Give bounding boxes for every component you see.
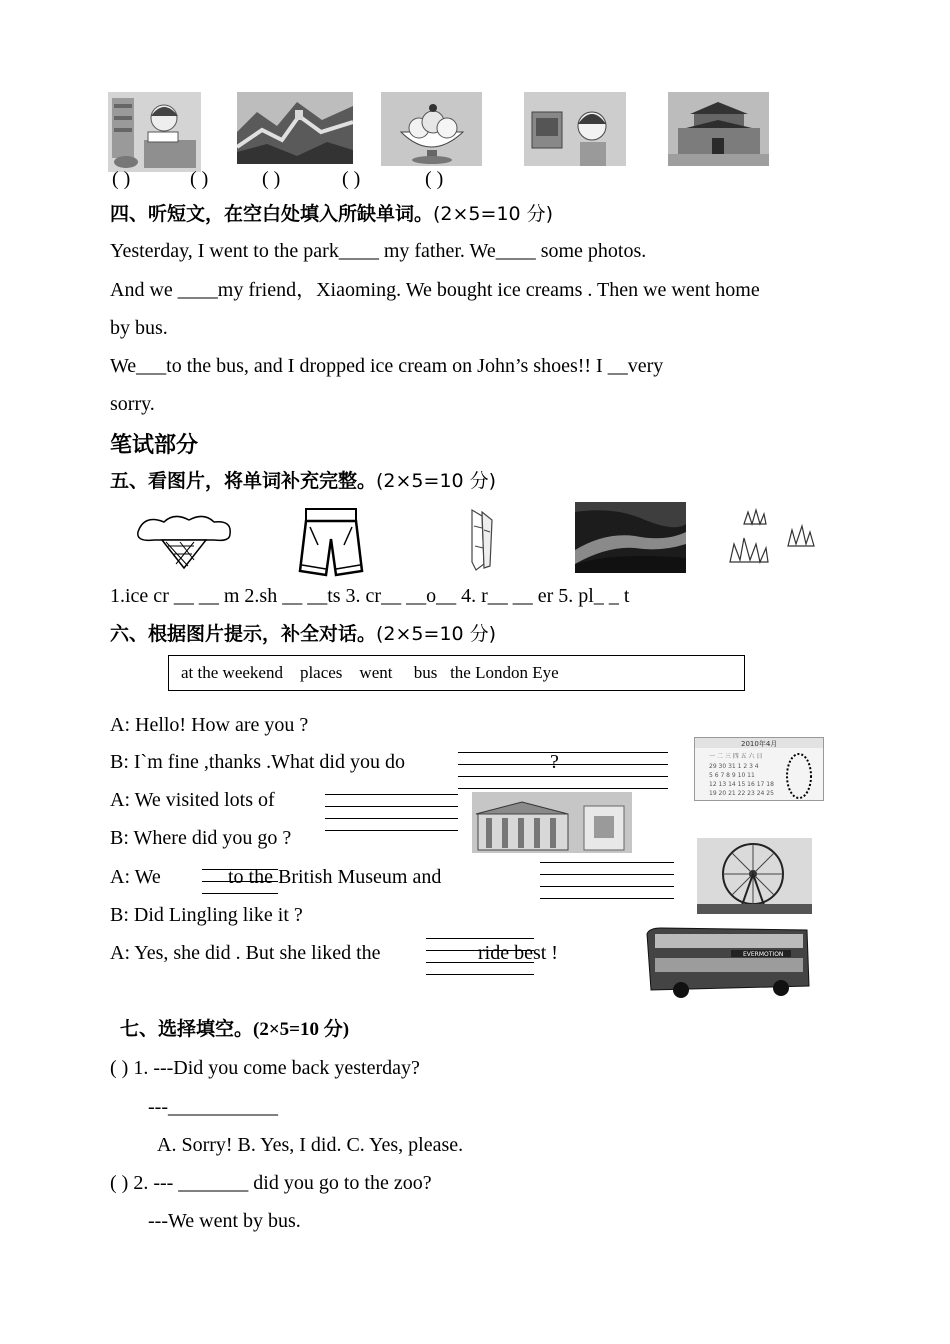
answer-paren-5[interactable]: ( ) — [425, 168, 444, 190]
dialogue-line-1: A: Hello! How are you ? — [110, 714, 309, 736]
picture-calendar — [694, 737, 824, 801]
girl-phone-icon — [524, 92, 626, 166]
dialogue-line-6: B: Did Lingling like it ? — [110, 904, 303, 926]
blank-line[interactable] — [426, 938, 534, 939]
word-bank-box: at the weekend places went bus the London Eye — [168, 655, 745, 691]
section4-title — [110, 202, 553, 226]
section5-title-text: 五、看图片，将单词补充完整。 — [110, 470, 377, 492]
crayons-icon — [464, 506, 498, 572]
blank-line[interactable] — [426, 974, 534, 975]
q1-text: ( ) 1. ---Did you come back yesterday? — [110, 1057, 420, 1079]
picture-tiananmen — [668, 92, 769, 166]
section7-score: (2×5=10 分) — [253, 1019, 350, 1040]
blank-line[interactable] — [325, 830, 458, 831]
picture-ice-cream-sundae — [381, 92, 482, 166]
q2-text: ( ) 2. --- _______ did you go to the zoo? — [110, 1172, 432, 1194]
blank-line[interactable] — [202, 893, 278, 894]
section6-score: (2×5=10 分) — [376, 623, 497, 645]
section4-line-5: sorry. — [110, 393, 155, 415]
svg-text:29 30 31 1 2 3 4: 29 30 31 1 2 3 4 — [709, 763, 759, 770]
girl-reading-icon — [108, 92, 201, 172]
q1-answer-blank[interactable]: ---___________ — [148, 1096, 278, 1118]
fill-british-museum: British Museum and — [278, 866, 442, 888]
section5-title — [110, 469, 496, 493]
blank-line[interactable] — [540, 862, 674, 863]
shorts-icon — [296, 505, 366, 577]
picture-shorts — [296, 505, 366, 577]
section6-title — [110, 622, 496, 646]
picture-girl-reading — [108, 92, 201, 172]
section5-items: 1.ice cr __ __ m 2.sh __ __ts 3. cr__ __o__ 4. r__ __ er 5. pl_ _ t — [110, 585, 630, 607]
picture-museum — [472, 792, 632, 853]
svg-text:12 13 14 15 16 17 18: 12 13 14 15 16 17 18 — [709, 781, 774, 788]
blank-line[interactable] — [540, 898, 674, 899]
svg-text:一 二 三 四 五 六 日: 一 二 三 四 五 六 日 — [709, 753, 763, 760]
museum-icon — [472, 792, 632, 853]
dialogue-line-3: A: We visited lots of — [110, 789, 275, 811]
blank-line[interactable] — [458, 752, 668, 753]
tiananmen-icon — [668, 92, 769, 166]
ferris-wheel-icon — [697, 838, 812, 914]
q2-answer: ---We went by bus. — [148, 1210, 301, 1232]
picture-ferris-wheel — [697, 838, 812, 914]
section5-score: (2×5=10 分) — [376, 470, 497, 492]
section4-line-1: Yesterday, I went to the park____ my father. We____ some photos. — [110, 240, 647, 262]
calendar-title: 2010年4月 — [741, 740, 778, 748]
blank-line[interactable] — [325, 818, 458, 819]
blank-line[interactable] — [540, 874, 674, 875]
blank-line[interactable] — [325, 794, 458, 795]
picture-ice-cream-cone — [134, 512, 234, 570]
fill-to-the: to the — [228, 866, 273, 888]
river-icon — [575, 502, 686, 573]
section4-title-text: 四、听短文，在空白处填入所缺单词。 — [110, 203, 434, 225]
section6-title-text: 六、根据图片提示，补全对话。 — [110, 623, 377, 645]
dialogue-line-4: B: Where did you go ? — [110, 827, 292, 849]
picture-double-decker-bus — [641, 924, 813, 1000]
written-part-heading: 笔试部分 — [110, 433, 199, 458]
section4-line-2: And we ____my friend，Xiaoming. We bought ice creams . Then we went home — [110, 279, 760, 301]
blank-line[interactable] — [458, 788, 668, 789]
calendar-icon — [695, 738, 823, 800]
double-decker-bus-icon — [641, 924, 813, 1000]
bus-brand: EVERMOTION — [743, 951, 784, 958]
ice-cream-cone-icon — [134, 512, 234, 570]
answer-paren-2[interactable]: ( ) — [190, 168, 209, 190]
picture-girl-phone — [524, 92, 626, 166]
section4-score: (2×5=10 分) — [433, 203, 554, 225]
blank-line[interactable] — [540, 886, 674, 887]
blank-line[interactable] — [458, 764, 668, 765]
picture-crayons — [464, 506, 498, 572]
plants-icon — [722, 508, 824, 568]
question-mark: ? — [550, 751, 559, 773]
picture-plants — [722, 508, 824, 568]
answer-paren-4[interactable]: ( ) — [342, 168, 361, 190]
section4-line-3: by bus. — [110, 317, 168, 339]
svg-text:5 6 7 8 9 10 11: 5 6 7 8 9 10 11 — [709, 772, 755, 779]
answer-paren-3[interactable]: ( ) — [262, 168, 281, 190]
section4-line-4: We___to the bus, and I dropped ice cream on John’s shoes!! I __very — [110, 355, 664, 377]
q1-options: A. Sorry! B. Yes, I did. C. Yes, please. — [157, 1134, 464, 1156]
picture-river — [575, 502, 686, 573]
ice-cream-sundae-icon — [381, 92, 482, 166]
svg-text:19 20 21 22 23 24 25: 19 20 21 22 23 24 25 — [709, 790, 774, 797]
blank-line[interactable] — [458, 776, 668, 777]
dialogue-line-2: B: I`m fine ,thanks .What did you do — [110, 751, 405, 773]
dialogue-line-5: A: We — [110, 866, 161, 888]
picture-great-wall — [237, 92, 353, 164]
blank-line[interactable] — [325, 806, 458, 807]
fill-ride-best: ride best ! — [478, 942, 558, 964]
section7-title — [120, 1017, 349, 1042]
section7-title-text: 七、选择填空。 — [120, 1018, 254, 1040]
dialogue-line-7: A: Yes, she did . But she liked the — [110, 942, 381, 964]
great-wall-icon — [237, 92, 353, 164]
answer-paren-1[interactable]: ( ) — [112, 168, 131, 190]
